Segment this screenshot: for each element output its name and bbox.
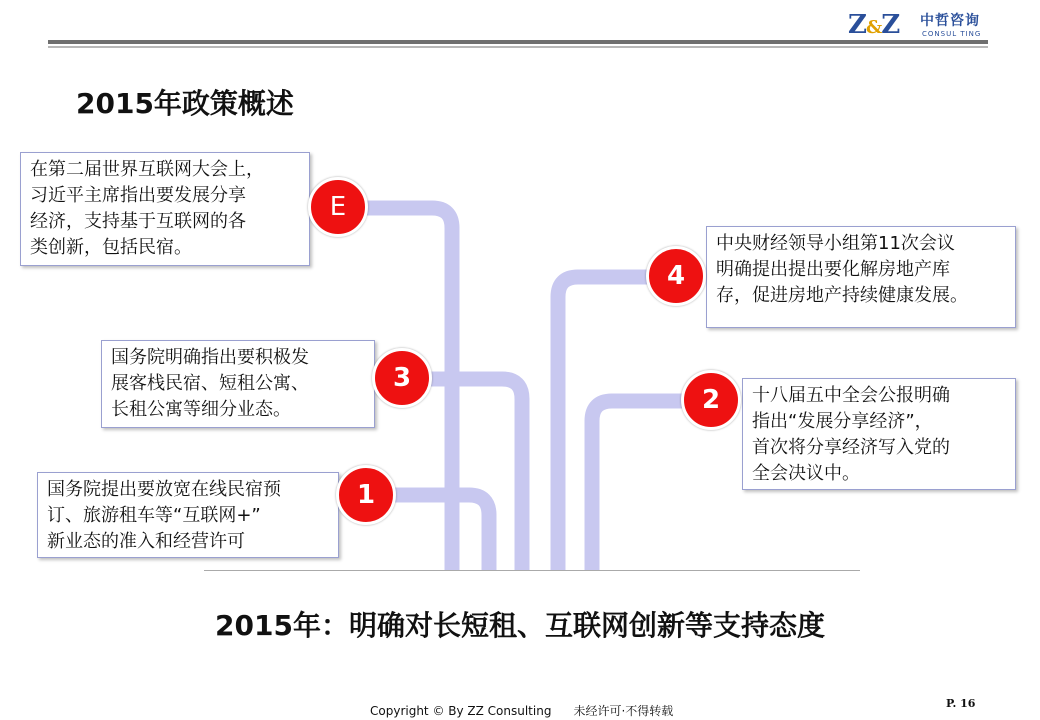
marker-e: E bbox=[308, 177, 368, 237]
marker-1: 1 bbox=[336, 465, 396, 525]
marker-3: 3 bbox=[372, 348, 432, 408]
pipe-2 bbox=[592, 401, 712, 570]
marker-4: 4 bbox=[646, 246, 706, 306]
marker-2: 2 bbox=[681, 370, 741, 430]
event-note-3: 国务院明确指出要积极发 展客栈民宿、短租公寓、 长租公寓等细分业态。 bbox=[101, 340, 375, 428]
event-note-4: 中央财经领导小组第11次会议 明确提出提出要化解房地产库 存，促进房地产持续健康发展。 bbox=[706, 226, 1016, 328]
footer bbox=[370, 702, 673, 719]
event-note-1: 国务院提出要放宽在线民宿预 订、旅游租车等“互联网+” 新业态的准入和经营许可 bbox=[37, 472, 339, 558]
event-note-2: 十八届五中全会公报明确 指出“发展分享经济”， 首次将分享经济写入党的 全会决议中。 bbox=[742, 378, 1016, 490]
page-number: P. 16 bbox=[946, 697, 976, 710]
reprint-notice: 未经许可·不得转载 bbox=[573, 704, 674, 718]
page-title: 2015年政策概述 bbox=[76, 87, 294, 120]
pipe-1 bbox=[380, 495, 489, 570]
logo-mark: Z&Z bbox=[848, 10, 900, 40]
summary-statement: 2015年：明确对长短租、互联网创新等支持态度 bbox=[215, 609, 825, 642]
logo-chinese-name: 中哲咨询 bbox=[920, 13, 980, 29]
pipe-4 bbox=[558, 277, 680, 570]
logo-english-name: CONSUL TING bbox=[922, 30, 982, 38]
event-note-e: 在第二届世界互联网大会上， 习近平主席指出要发展分享 经济，支持基于互联网的各 类创新，包括民宿。 bbox=[20, 152, 310, 266]
pipe-3 bbox=[416, 379, 522, 570]
copyright-text: Copyright © By ZZ Consulting bbox=[370, 704, 552, 718]
timeline-baseline bbox=[204, 570, 860, 571]
